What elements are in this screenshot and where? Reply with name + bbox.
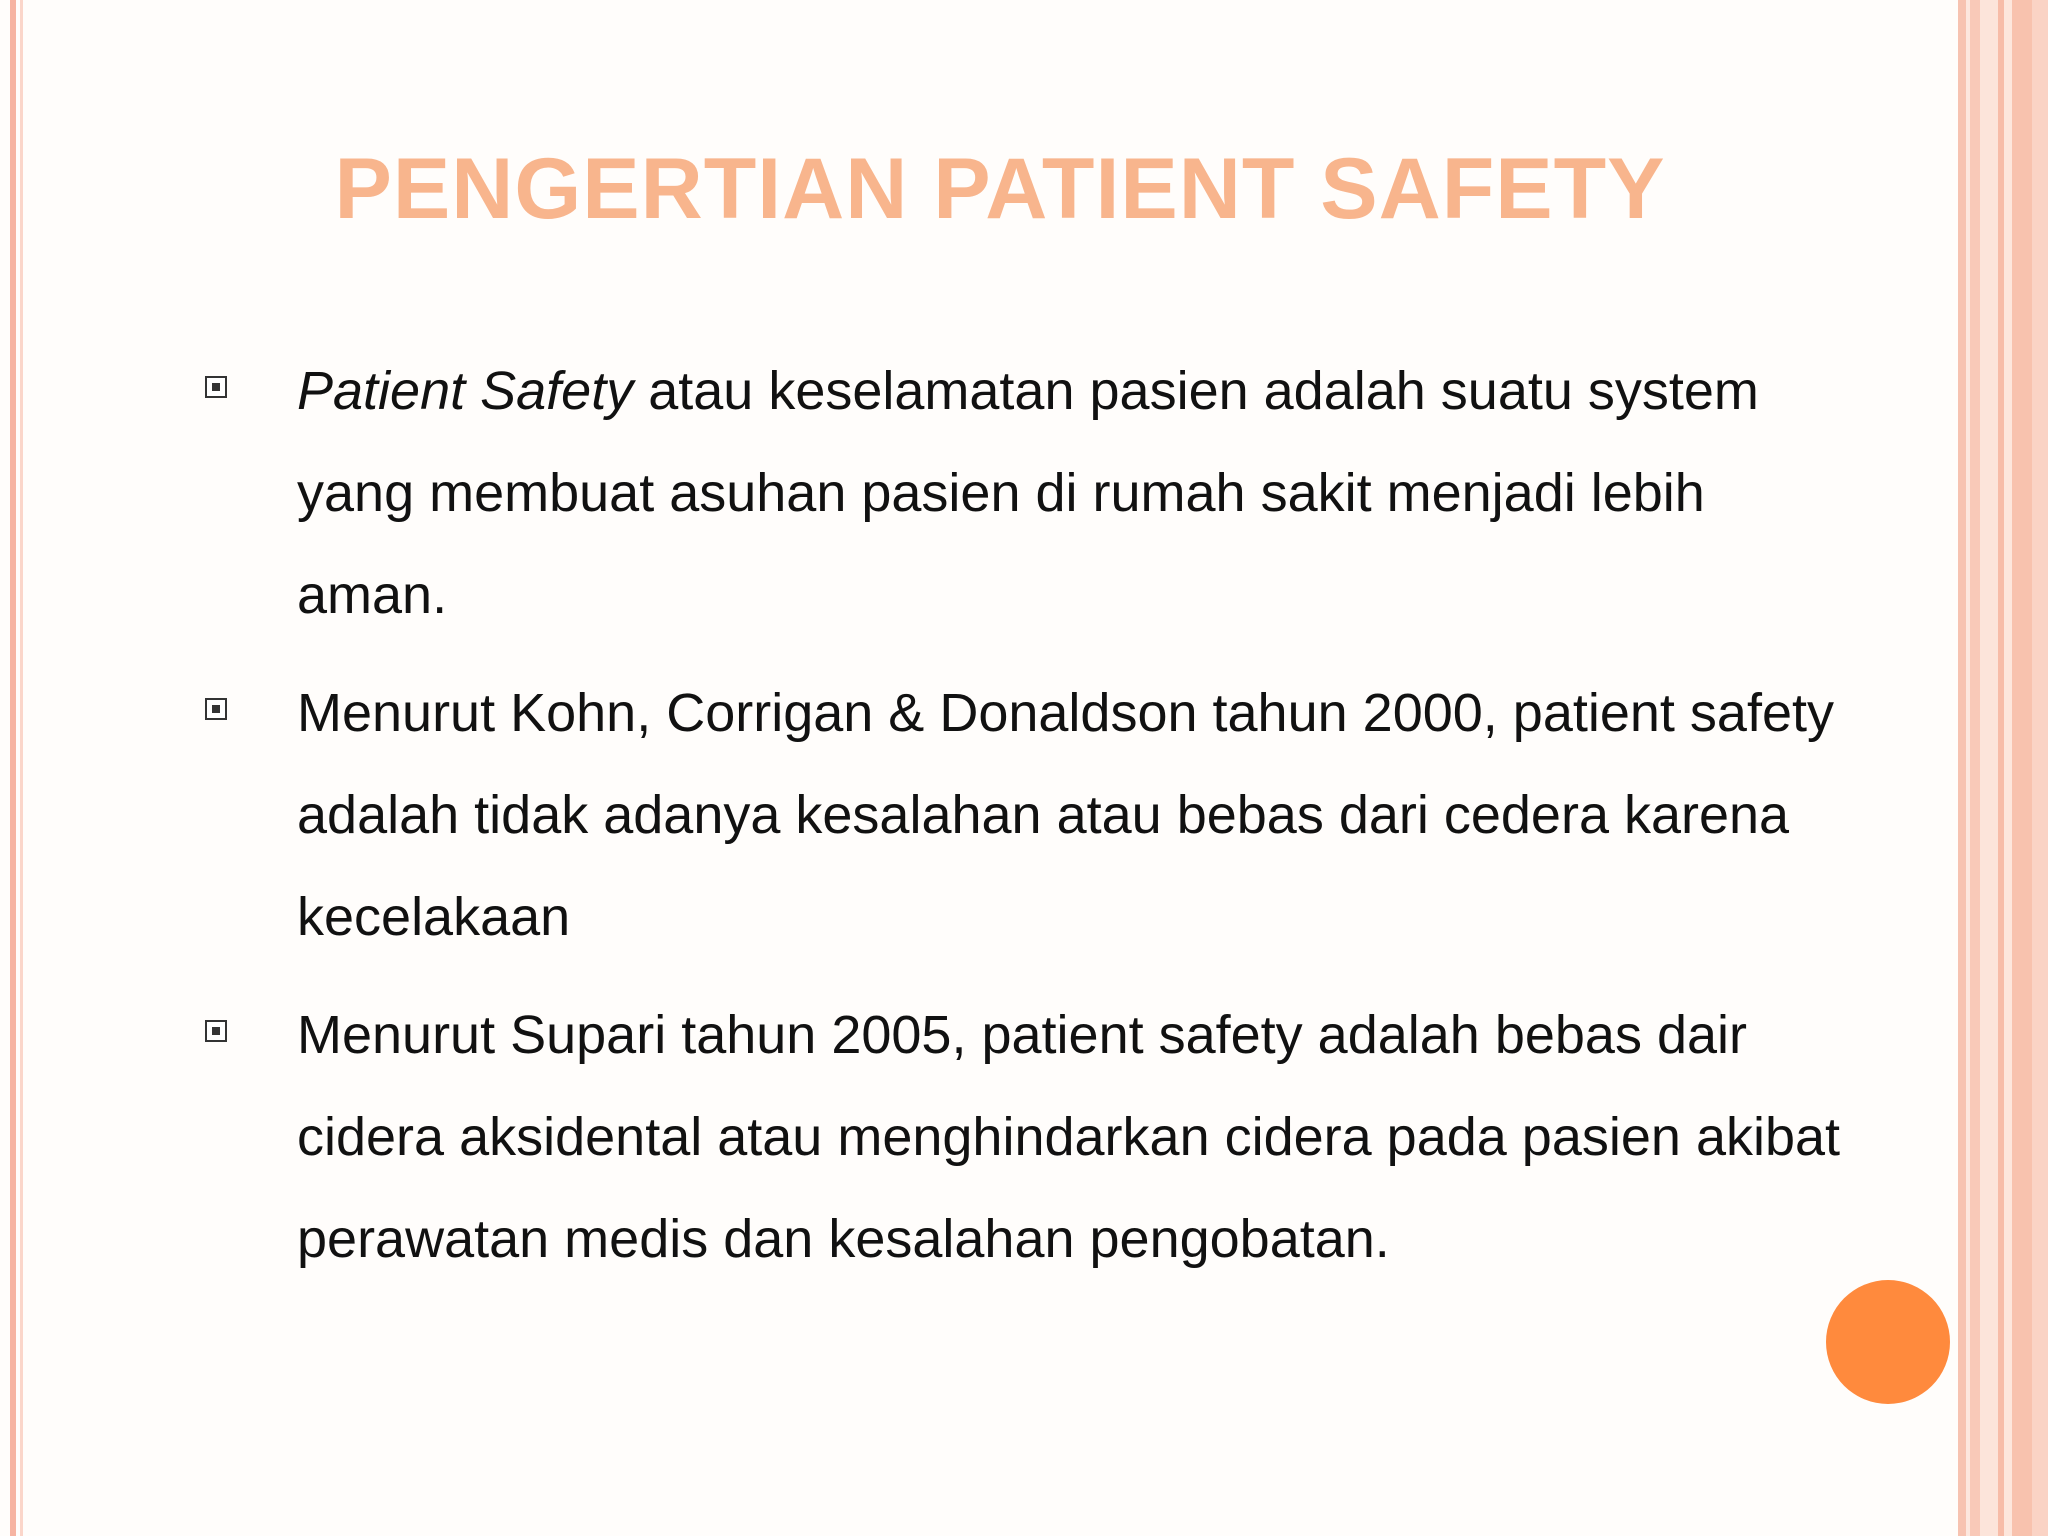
bullet-item: [205, 662, 1845, 968]
stripe: [2032, 0, 2048, 1536]
stripe: [2004, 0, 2012, 1536]
bullet-item: [205, 340, 1845, 646]
bullet-list: [205, 340, 1845, 1306]
square-bullet-icon: [205, 698, 227, 720]
slide-title: PENGERTIAN PATIENT SAFETY: [334, 141, 1666, 237]
bullet-text: [297, 340, 1845, 646]
bullet-text: Menurut Supari tahun 2005, patient safety adalah bebas dair cidera aksidental atau menghindarkan cidera pada pasien akibat perawatan medis dan kesalahan pengobatan.: [297, 1005, 1841, 1269]
bullet-emphasis: Patient Safety: [297, 361, 634, 421]
bullet-body: atau keselamatan pasien adalah suatu system yang membuat asuhan pasien di rumah sakit menjadi lebih aman.: [297, 361, 1759, 625]
bullet-item: [205, 984, 1845, 1290]
square-bullet-icon: [205, 1020, 227, 1042]
bullet-text: Menurut Kohn, Corrigan & Donaldson tahun 2000, patient safety adalah tidak adanya kesalahan atau bebas dari cedera karena kecelakaan: [297, 683, 1834, 947]
stripe: [2012, 0, 2032, 1536]
square-bullet-icon: [205, 376, 227, 398]
orange-circle-decoration: [1826, 1280, 1950, 1404]
